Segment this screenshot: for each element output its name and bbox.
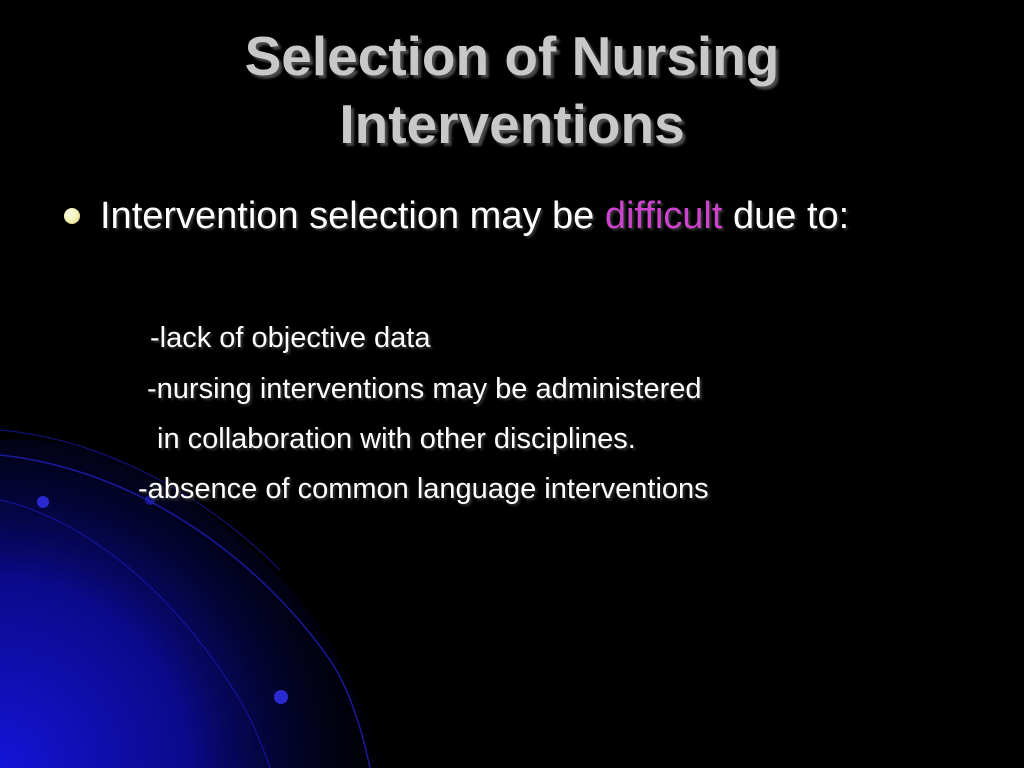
- highlight-word: difficult: [604, 195, 723, 237]
- bullet-text: [100, 190, 960, 242]
- decor-dot: [274, 690, 288, 704]
- sub-item-2: -nursing interventions may be administered: [147, 373, 702, 405]
- bullet-text-after: due to:: [722, 195, 850, 237]
- slide-title: [0, 22, 1024, 158]
- title-line-2: Interventions: [339, 93, 685, 155]
- decor-dot: [37, 496, 49, 508]
- bullet-text-before: Intervention selection may be: [100, 195, 605, 237]
- sub-item-1: -lack of objective data: [150, 322, 431, 354]
- title-line-1: Selection of Nursing: [244, 25, 780, 87]
- sub-item-4: -absence of common language interventions: [138, 473, 709, 505]
- sub-item-3: in collaboration with other disciplines.: [157, 423, 636, 455]
- bullet-dot-icon: [64, 208, 80, 224]
